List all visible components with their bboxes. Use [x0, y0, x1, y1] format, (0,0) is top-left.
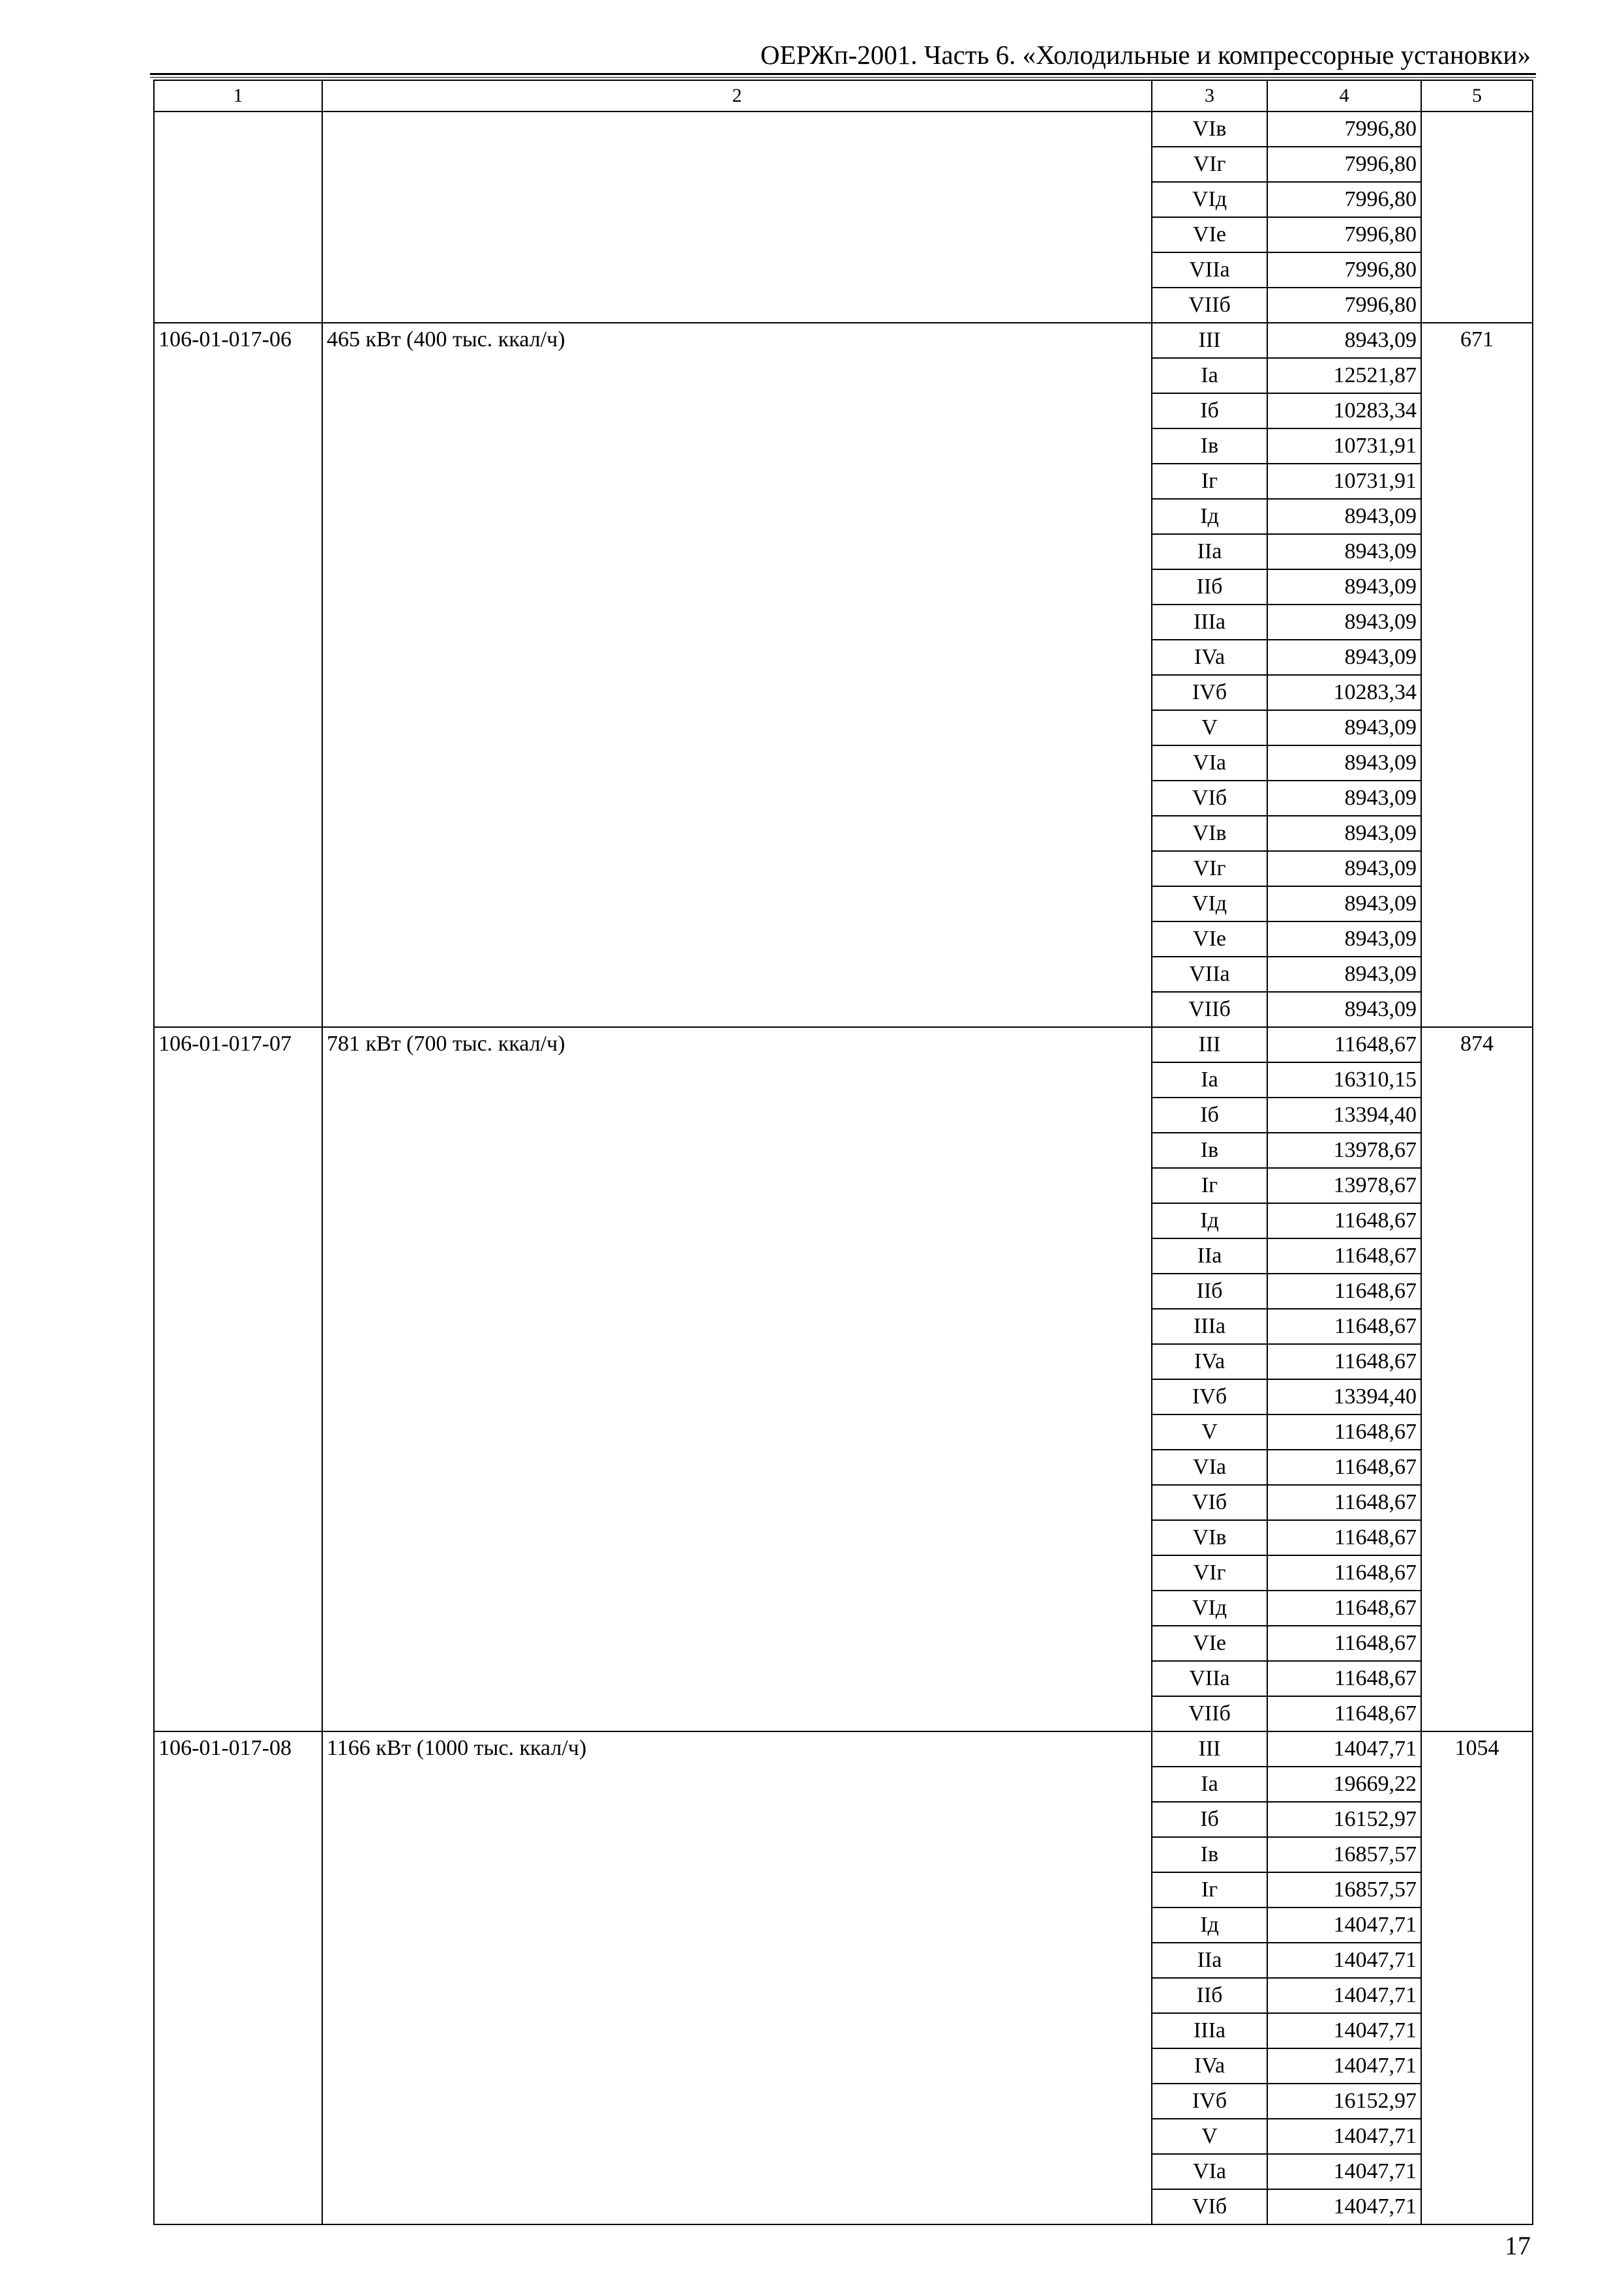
- price-cell: 11648,67: [1267, 1414, 1421, 1450]
- price-cell: 11648,67: [1267, 1027, 1421, 1062]
- zone-cell: VIе: [1152, 217, 1267, 252]
- zone-cell: Iв: [1152, 1133, 1267, 1168]
- column-header-2: 2: [322, 80, 1152, 112]
- price-cell: 13394,40: [1267, 1379, 1421, 1414]
- zone-cell: Iв: [1152, 428, 1267, 464]
- zone-cell: IIб: [1152, 569, 1267, 605]
- zone-cell: VIв: [1152, 1520, 1267, 1555]
- zone-cell: Ia: [1152, 1062, 1267, 1098]
- price-cell: 14047,71: [1267, 1943, 1421, 1978]
- zone-cell: IVб: [1152, 2084, 1267, 2119]
- zone-cell: IIa: [1152, 534, 1267, 569]
- zone-cell: III: [1152, 1731, 1267, 1767]
- zone-cell: VIб: [1152, 2189, 1267, 2224]
- column-header-5: 5: [1421, 80, 1533, 112]
- price-cell: 11648,67: [1267, 1555, 1421, 1591]
- price-cell: 14047,71: [1267, 1978, 1421, 2013]
- price-cell: 8943,09: [1267, 499, 1421, 534]
- price-cell: 8943,09: [1267, 816, 1421, 851]
- zone-cell: IVa: [1152, 640, 1267, 675]
- zone-cell: VIв: [1152, 112, 1267, 147]
- price-cell: 11648,67: [1267, 1203, 1421, 1238]
- zone-cell: VIIa: [1152, 957, 1267, 992]
- zone-cell: Ia: [1152, 1767, 1267, 1802]
- zone-cell: Iд: [1152, 499, 1267, 534]
- table-body: [154, 112, 1533, 2224]
- zone-cell: VIд: [1152, 1591, 1267, 1626]
- value-cell: [1421, 112, 1533, 323]
- price-cell: 8943,09: [1267, 605, 1421, 640]
- zone-cell: Iб: [1152, 1802, 1267, 1837]
- price-cell: 7996,80: [1267, 147, 1421, 182]
- price-cell: 14047,71: [1267, 2048, 1421, 2084]
- zone-cell: IVб: [1152, 1379, 1267, 1414]
- table-row: [154, 323, 1533, 358]
- price-cell: 11648,67: [1267, 1344, 1421, 1379]
- zone-cell: IIa: [1152, 1943, 1267, 1978]
- value-cell: 1054: [1421, 1731, 1533, 2224]
- zone-cell: V: [1152, 710, 1267, 745]
- zone-cell: Iд: [1152, 1908, 1267, 1943]
- price-cell: 14047,71: [1267, 2013, 1421, 2048]
- zone-cell: IVб: [1152, 675, 1267, 710]
- item-code-cell: 106-01-017-07: [154, 1027, 322, 1731]
- column-header-1: 1: [154, 80, 322, 112]
- zone-cell: VIг: [1152, 147, 1267, 182]
- price-cell: 11648,67: [1267, 1661, 1421, 1696]
- price-cell: 7996,80: [1267, 182, 1421, 217]
- zone-cell: VIд: [1152, 886, 1267, 921]
- price-cell: 8943,09: [1267, 992, 1421, 1027]
- price-cell: 14047,71: [1267, 1731, 1421, 1767]
- zone-cell: V: [1152, 1414, 1267, 1450]
- zone-cell: Iб: [1152, 393, 1267, 428]
- item-code-cell: 106-01-017-06: [154, 323, 322, 1027]
- price-cell: 11648,67: [1267, 1274, 1421, 1309]
- value-cell: 671: [1421, 323, 1533, 1027]
- item-code-cell: [154, 112, 322, 323]
- item-name-cell: 781 кВт (700 тыс. ккал/ч): [322, 1027, 1152, 1731]
- price-cell: 11648,67: [1267, 1450, 1421, 1485]
- zone-cell: Iв: [1152, 1837, 1267, 1872]
- price-cell: 11648,67: [1267, 1485, 1421, 1520]
- price-cell: 16152,97: [1267, 1802, 1421, 1837]
- zone-cell: VIе: [1152, 921, 1267, 957]
- zone-cell: IIIa: [1152, 605, 1267, 640]
- price-cell: 16857,57: [1267, 1872, 1421, 1908]
- price-cell: 14047,71: [1267, 2119, 1421, 2154]
- zone-cell: IVa: [1152, 1344, 1267, 1379]
- price-cell: 12521,87: [1267, 358, 1421, 393]
- zone-cell: VIб: [1152, 1485, 1267, 1520]
- price-cell: 10283,34: [1267, 675, 1421, 710]
- zone-cell: IIб: [1152, 1978, 1267, 2013]
- zone-cell: IIIa: [1152, 1309, 1267, 1344]
- zone-cell: Iг: [1152, 464, 1267, 499]
- item-code-cell: 106-01-017-08: [154, 1731, 322, 2224]
- price-cell: 8943,09: [1267, 323, 1421, 358]
- zone-cell: IIб: [1152, 1274, 1267, 1309]
- zone-cell: VIг: [1152, 851, 1267, 886]
- zone-cell: VIд: [1152, 182, 1267, 217]
- price-cell: 8943,09: [1267, 781, 1421, 816]
- price-cell: 14047,71: [1267, 1908, 1421, 1943]
- zone-cell: V: [1152, 2119, 1267, 2154]
- price-cell: 14047,71: [1267, 2154, 1421, 2189]
- zone-cell: VIе: [1152, 1626, 1267, 1661]
- zone-cell: III: [1152, 1027, 1267, 1062]
- item-name-cell: 1166 кВт (1000 тыс. ккал/ч): [322, 1731, 1152, 2224]
- value-cell: 874: [1421, 1027, 1533, 1731]
- price-cell: 11648,67: [1267, 1309, 1421, 1344]
- zone-cell: Iд: [1152, 1203, 1267, 1238]
- zone-cell: VIб: [1152, 781, 1267, 816]
- price-cell: 11648,67: [1267, 1238, 1421, 1274]
- column-number-row: [154, 80, 1533, 112]
- price-cell: 7996,80: [1267, 112, 1421, 147]
- table-row: [154, 1027, 1533, 1062]
- price-cell: 16310,15: [1267, 1062, 1421, 1098]
- price-cell: 13394,40: [1267, 1098, 1421, 1133]
- price-cell: 8943,09: [1267, 921, 1421, 957]
- item-name-cell: [322, 112, 1152, 323]
- zone-cell: VIг: [1152, 1555, 1267, 1591]
- price-cell: 19669,22: [1267, 1767, 1421, 1802]
- price-cell: 8943,09: [1267, 851, 1421, 886]
- price-cell: 7996,80: [1267, 217, 1421, 252]
- price-cell: 8943,09: [1267, 886, 1421, 921]
- price-cell: 10731,91: [1267, 464, 1421, 499]
- price-cell: 14047,71: [1267, 2189, 1421, 2224]
- zone-cell: VIв: [1152, 816, 1267, 851]
- column-header-3: 3: [1152, 80, 1267, 112]
- price-cell: 13978,67: [1267, 1168, 1421, 1203]
- rates-table: [153, 80, 1533, 2225]
- price-cell: 8943,09: [1267, 534, 1421, 569]
- zone-cell: III: [1152, 323, 1267, 358]
- table-row: [154, 112, 1533, 147]
- zone-cell: IIa: [1152, 1238, 1267, 1274]
- price-cell: 13978,67: [1267, 1133, 1421, 1168]
- zone-cell: VIIa: [1152, 1661, 1267, 1696]
- table-row: [154, 1731, 1533, 1767]
- zone-cell: IVa: [1152, 2048, 1267, 2084]
- zone-cell: VIIб: [1152, 992, 1267, 1027]
- price-cell: 8943,09: [1267, 745, 1421, 781]
- price-cell: 7996,80: [1267, 288, 1421, 323]
- price-cell: 10731,91: [1267, 428, 1421, 464]
- page-header-title: ОЕРЖп-2001. Часть 6. «Холодильные и компрессорные установки»: [760, 40, 1531, 70]
- price-cell: 11648,67: [1267, 1520, 1421, 1555]
- price-cell: 7996,80: [1267, 252, 1421, 288]
- price-cell: 10283,34: [1267, 393, 1421, 428]
- zone-cell: VIa: [1152, 745, 1267, 781]
- zone-cell: VIa: [1152, 2154, 1267, 2189]
- price-cell: 16152,97: [1267, 2084, 1421, 2119]
- price-cell: 8943,09: [1267, 710, 1421, 745]
- zone-cell: Iг: [1152, 1168, 1267, 1203]
- zone-cell: VIIб: [1152, 288, 1267, 323]
- zone-cell: VIIб: [1152, 1696, 1267, 1731]
- price-cell: 8943,09: [1267, 957, 1421, 992]
- price-cell: 16857,57: [1267, 1837, 1421, 1872]
- item-name-cell: 465 кВт (400 тыс. ккал/ч): [322, 323, 1152, 1027]
- price-cell: 11648,67: [1267, 1696, 1421, 1731]
- zone-cell: IIIa: [1152, 2013, 1267, 2048]
- price-cell: 11648,67: [1267, 1591, 1421, 1626]
- header-rule-thin: [150, 77, 1536, 78]
- column-header-4: 4: [1267, 80, 1421, 112]
- zone-cell: Iб: [1152, 1098, 1267, 1133]
- header-rule: [150, 73, 1536, 75]
- zone-cell: VIa: [1152, 1450, 1267, 1485]
- price-cell: 11648,67: [1267, 1626, 1421, 1661]
- zone-cell: Iг: [1152, 1872, 1267, 1908]
- price-cell: 8943,09: [1267, 640, 1421, 675]
- zone-cell: VIIa: [1152, 252, 1267, 288]
- page-number: 17: [1505, 2231, 1531, 2260]
- price-cell: 8943,09: [1267, 569, 1421, 605]
- zone-cell: Ia: [1152, 358, 1267, 393]
